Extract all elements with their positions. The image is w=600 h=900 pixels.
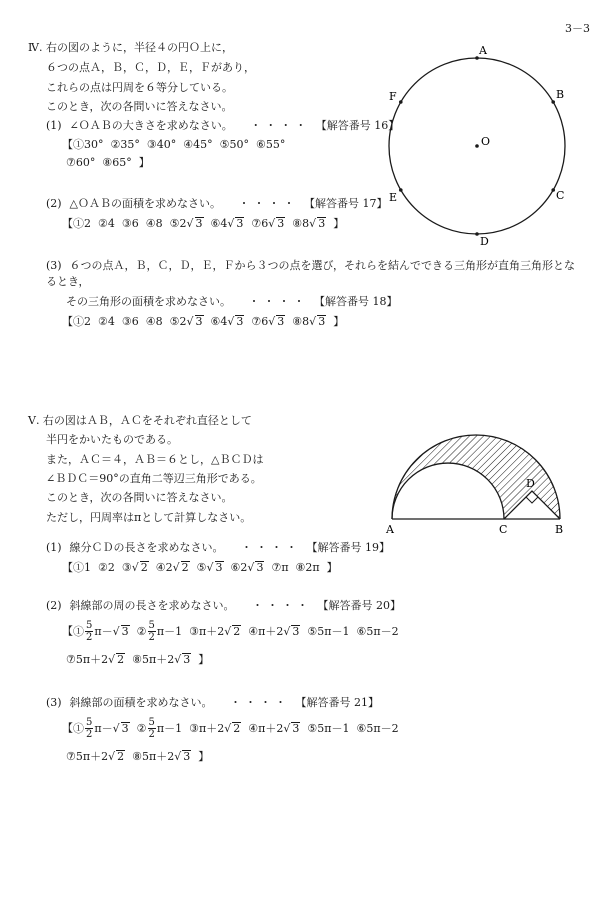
- bracket-open: 【: [62, 561, 73, 574]
- choice-value: 50°: [229, 138, 249, 151]
- choice-value: 2π: [305, 561, 320, 574]
- choice-option: [147, 138, 176, 151]
- choice-option: [146, 217, 163, 230]
- choice-option: [211, 315, 245, 328]
- center-point-o: [475, 144, 479, 148]
- choice-mark: ①: [73, 721, 84, 735]
- choice-value: π－√: [94, 721, 120, 735]
- section-iv-title: Ⅳ. 右の図のように，半径４の円Ｏ上に，: [28, 41, 233, 54]
- choice-value: π－1: [156, 624, 183, 638]
- choice-mark: ⑤: [169, 315, 180, 328]
- choice-value: 6√: [261, 315, 276, 328]
- question-iv-3-line2: [66, 294, 398, 310]
- right-angle-mark: [526, 497, 538, 503]
- choice-mark: ①: [73, 138, 84, 151]
- choice-mark: ⑤: [169, 217, 180, 230]
- label-c: C: [499, 523, 508, 536]
- dots: ・・・・: [230, 696, 290, 709]
- question-text: 斜線部の面積を求めなさい。: [69, 696, 213, 709]
- radicand: 3: [195, 315, 203, 328]
- radicand: 3: [121, 721, 129, 735]
- choice-option: [122, 315, 139, 328]
- choice-option: [296, 561, 320, 574]
- section-v-line: また，ＡＣ＝４，ＡＢ＝６とし，△ＢＣＤは: [46, 453, 264, 466]
- label-d: D: [526, 477, 535, 490]
- choice-value: 40°: [156, 138, 177, 151]
- choice-value: 8√: [302, 217, 317, 230]
- choice-mark: ②: [110, 138, 121, 151]
- answer-number: 【解答番号 17】: [303, 197, 388, 210]
- choice-option: [197, 561, 224, 574]
- choice-value: 5π－1: [317, 624, 350, 638]
- choice-option: [156, 561, 190, 574]
- point-f: [399, 100, 403, 104]
- label-d: D: [480, 235, 489, 248]
- question-text: ６つの点Ａ，Ｂ，Ｃ，Ｄ，Ｅ，Ｆから３つの点を選び，それらを結んでできる三角形が直角三角形となるとき，: [46, 259, 576, 288]
- choices-v-2-row1: [62, 620, 406, 643]
- choice-mark: ⑤: [196, 561, 207, 574]
- radicand: 3: [277, 315, 285, 328]
- choice-option: [183, 138, 212, 151]
- choice-option: [122, 217, 139, 230]
- choice-option: [132, 653, 191, 666]
- radicand: 3: [195, 217, 203, 230]
- choice-option: [98, 561, 115, 574]
- choice-mark: ④: [248, 721, 259, 735]
- radicand: 3: [183, 750, 191, 763]
- section-v-title: Ⅴ. 右の図はＡＢ，ＡＣをそれぞれ直径として: [28, 414, 252, 427]
- choice-mark: ⑤: [307, 624, 318, 638]
- question-number: (3): [46, 259, 62, 272]
- circle-figure: [389, 44, 565, 248]
- radicand: 3: [215, 561, 223, 574]
- section-iv-line: これらの点は円周を６等分している。: [46, 81, 233, 94]
- radicand: 3: [318, 315, 326, 328]
- question-v-1: [46, 540, 390, 556]
- choices-iv-1-row1: [62, 137, 292, 153]
- choice-value: 8: [155, 315, 163, 328]
- label-o: O: [481, 135, 491, 148]
- choice-mark: ②: [98, 217, 108, 230]
- question-v-2: [46, 598, 401, 614]
- choice-option: [251, 217, 285, 230]
- choice-option: [248, 722, 300, 735]
- radicand: 3: [256, 561, 264, 574]
- label-a: A: [479, 44, 487, 57]
- choice-value: 5π＋2√: [75, 653, 116, 666]
- choice-option: [66, 653, 125, 666]
- choice-mark: ⑦: [66, 653, 76, 666]
- point-c: [551, 188, 555, 192]
- choice-value: 4√: [220, 217, 235, 230]
- choice-value: 5π－1: [317, 721, 350, 735]
- choice-option: [146, 315, 163, 328]
- choice-value: π＋2√: [258, 624, 291, 638]
- choices-v-3-row2: [66, 749, 209, 765]
- fraction-numerator: 5: [86, 717, 93, 728]
- choice-value: √: [131, 561, 139, 574]
- choice-value: 2: [84, 315, 91, 328]
- choice-option: [136, 620, 183, 643]
- choice-mark: ⑦: [66, 156, 76, 169]
- choice-mark: ④: [155, 561, 166, 574]
- answer-number: 【解答番号 16】: [315, 119, 400, 132]
- question-iv-3: [46, 258, 576, 290]
- radicand: 2: [233, 721, 241, 735]
- choice-value: 2: [84, 217, 91, 230]
- bracket-open: 【: [62, 624, 73, 638]
- label-a: A: [386, 523, 394, 536]
- fraction-denominator: 2: [148, 632, 155, 643]
- fraction-numerator: 5: [86, 620, 93, 631]
- question-number: (2): [46, 197, 62, 210]
- choice-mark: ③: [189, 624, 199, 638]
- choice-value: π－√: [94, 624, 120, 638]
- choice-value: 5π－2: [366, 721, 399, 735]
- choice-option: [211, 217, 245, 230]
- question-number: (3): [46, 696, 62, 709]
- label-f: F: [389, 90, 397, 103]
- choice-value: √: [206, 561, 214, 574]
- choice-mark: ⑦: [66, 750, 76, 763]
- choice-value: 2√: [179, 315, 194, 328]
- question-text: その三角形の面積を求めなさい。: [66, 295, 231, 308]
- choice-value: 5π＋2√: [75, 750, 116, 763]
- choice-option: [256, 138, 285, 151]
- bracket-close: 】: [138, 156, 150, 169]
- choice-mark: ②: [98, 315, 108, 328]
- choice-option: [102, 156, 131, 169]
- choice-value: 8√: [302, 315, 317, 328]
- section-iv-line: このとき，次の各問いに答えなさい。: [46, 100, 233, 113]
- question-v-3: [46, 695, 379, 711]
- choice-value: π＋2√: [258, 721, 291, 735]
- radicand: 3: [318, 217, 326, 230]
- choice-option: [170, 217, 204, 230]
- choice-value: 5π＋2√: [142, 750, 182, 763]
- question-iv-2: [46, 196, 387, 212]
- choice-mark: ⑧: [132, 750, 142, 763]
- question-text: 斜線部の周の長さを求めなさい。: [69, 599, 235, 612]
- point-b: [551, 100, 555, 104]
- choice-mark: ④: [145, 217, 156, 230]
- choice-mark: ⑦: [251, 315, 262, 328]
- choices-iv-2: [62, 216, 344, 232]
- choice-option: [307, 625, 349, 638]
- dots: ・・・・: [250, 119, 311, 132]
- choice-mark: ③: [121, 217, 132, 230]
- bracket-close: 】: [198, 653, 210, 666]
- choice-mark: ③: [146, 138, 157, 151]
- choice-mark: ①: [73, 561, 84, 574]
- choice-mark: ⑧: [132, 653, 142, 666]
- choice-mark: ①: [73, 217, 84, 230]
- choice-option: [248, 625, 300, 638]
- bracket-open: 【: [62, 315, 73, 328]
- choice-option: [307, 722, 349, 735]
- radicand: 3: [236, 315, 244, 328]
- point-d: [475, 232, 479, 236]
- choices-v-3-row1: [62, 717, 406, 740]
- choice-mark: ⑥: [256, 138, 266, 151]
- choice-value: 5π＋2√: [142, 653, 182, 666]
- choices-v-1: [62, 560, 338, 576]
- choice-option: [136, 717, 183, 740]
- choice-mark: ①: [73, 315, 84, 328]
- choice-mark: ⑧: [102, 156, 113, 169]
- page-number: 3－3: [565, 22, 590, 35]
- choice-mark: ④: [248, 624, 259, 638]
- choice-mark: ①: [73, 624, 84, 638]
- choice-mark: ⑥: [356, 721, 367, 735]
- section-v-line: ただし，円周率はπとして計算しなさい。: [46, 511, 252, 524]
- choice-value: 2√: [165, 561, 180, 574]
- choice-option: [122, 561, 149, 574]
- label-e: E: [389, 191, 398, 204]
- answer-number: 【解答番号 18】: [314, 295, 398, 308]
- choice-option: [98, 217, 115, 230]
- dots: ・・・・: [238, 197, 299, 210]
- choice-option: [66, 750, 125, 763]
- choice-mark: ⑥: [230, 561, 241, 574]
- radicand: 2: [140, 561, 148, 574]
- question-number: (1): [46, 119, 62, 132]
- fraction: [148, 620, 156, 643]
- choice-option: [189, 722, 241, 735]
- choice-mark: ⑥: [210, 217, 221, 230]
- choice-mark: ②: [98, 561, 108, 574]
- choice-option: [73, 561, 91, 574]
- choices-iv-1-row2: [66, 155, 150, 171]
- choice-value: 6: [131, 217, 139, 230]
- choice-value: 35°: [120, 138, 140, 151]
- bracket-open: 【: [62, 217, 73, 230]
- choice-option: [292, 217, 326, 230]
- radicand: 3: [183, 653, 191, 666]
- choice-mark: ⑦: [251, 217, 262, 230]
- bracket-close: 】: [326, 561, 338, 574]
- fraction: [85, 717, 93, 740]
- bracket-open: 【: [62, 138, 73, 151]
- fraction-numerator: 5: [148, 620, 155, 631]
- question-iv-1: [46, 118, 399, 134]
- question-text: 線分ＣＤの長さを求めなさい。: [69, 541, 224, 554]
- fraction: [85, 620, 93, 643]
- radicand: 2: [117, 653, 125, 666]
- choice-option: [231, 561, 265, 574]
- bracket-close: 】: [333, 315, 345, 328]
- radicand: 2: [181, 561, 189, 574]
- label-b: B: [556, 88, 565, 101]
- choice-value: 55°: [265, 138, 286, 151]
- choice-option: [73, 217, 91, 230]
- choice-mark: ②: [136, 721, 147, 735]
- choices-iv-3: [62, 314, 344, 330]
- choice-value: 45°: [193, 138, 213, 151]
- choices-v-2-row2: [66, 652, 209, 668]
- choice-option: [292, 315, 326, 328]
- section-v-line: このとき，次の各問いに答えなさい。: [46, 491, 233, 504]
- choice-value: 60°: [75, 156, 96, 169]
- choice-mark: ②: [136, 624, 147, 638]
- choice-mark: ⑧: [295, 561, 306, 574]
- choice-option: [66, 156, 95, 169]
- choice-option: [132, 750, 191, 763]
- choice-option: [73, 315, 91, 328]
- choice-mark: ③: [189, 721, 199, 735]
- answer-number: 【解答番号 21】: [295, 696, 379, 709]
- choice-value: π－1: [156, 721, 183, 735]
- fraction-numerator: 5: [148, 717, 155, 728]
- choice-value: 4: [107, 217, 115, 230]
- question-number: (2): [46, 599, 62, 612]
- question-text: ∠ＯＡＢの大きさを求めなさい。: [69, 119, 233, 132]
- radicand: 3: [292, 624, 300, 638]
- choice-value: 4: [107, 315, 115, 328]
- choice-value: π: [281, 561, 289, 574]
- radicand: 2: [117, 750, 125, 763]
- choice-mark: ⑥: [210, 315, 221, 328]
- label-c: C: [556, 189, 565, 202]
- choice-value: π＋2√: [198, 721, 232, 735]
- question-number: (1): [46, 541, 62, 554]
- radicand: 2: [233, 624, 241, 638]
- choice-mark: ⑤: [307, 721, 318, 735]
- choice-value: 2: [107, 561, 115, 574]
- choice-option: [111, 138, 140, 151]
- choice-option: [220, 138, 249, 151]
- choice-value: 4√: [220, 315, 235, 328]
- fraction-denominator: 2: [86, 632, 93, 643]
- choice-option: [356, 722, 398, 735]
- dots: ・・・・: [241, 541, 301, 554]
- choice-value: 8: [155, 217, 163, 230]
- label-b: B: [555, 523, 564, 536]
- choice-option: [271, 561, 288, 574]
- dots: ・・・・: [248, 295, 309, 308]
- radicand: 3: [121, 624, 129, 638]
- choice-mark: ⑥: [356, 624, 367, 638]
- radicand: 3: [277, 217, 285, 230]
- choice-mark: ⑦: [271, 561, 282, 574]
- answer-number: 【解答番号 19】: [306, 541, 390, 554]
- bracket-close: 】: [333, 217, 345, 230]
- dots: ・・・・: [252, 599, 312, 612]
- choice-option: [251, 315, 285, 328]
- choice-value: 6√: [261, 217, 276, 230]
- choice-value: π＋2√: [198, 624, 232, 638]
- fraction-denominator: 2: [148, 729, 155, 740]
- bracket-open: 【: [62, 721, 73, 735]
- radicand: 3: [236, 217, 244, 230]
- choice-value: 2√: [179, 217, 194, 230]
- choice-option: [98, 315, 115, 328]
- choice-mark: ③: [121, 315, 132, 328]
- choice-mark: ③: [121, 561, 132, 574]
- section-v-line: ∠ＢＤＣ＝90°の直角二等辺三角形である。: [46, 472, 262, 485]
- question-text: △ＯＡＢの面積を求めなさい。: [69, 197, 221, 210]
- choice-mark: ⑧: [292, 217, 303, 230]
- choice-option: [189, 625, 241, 638]
- choice-option: [73, 138, 104, 151]
- choice-value: 65°: [112, 156, 132, 169]
- choice-mark: ④: [183, 138, 194, 151]
- choice-value: 1: [84, 561, 91, 574]
- choice-mark: ④: [145, 315, 156, 328]
- fraction-denominator: 2: [86, 729, 93, 740]
- point-e: [399, 188, 403, 192]
- fraction: [148, 717, 156, 740]
- choice-value: 6: [131, 315, 139, 328]
- choice-value: 5π－2: [366, 624, 399, 638]
- bracket-close: 】: [198, 750, 210, 763]
- choice-mark: ⑧: [292, 315, 303, 328]
- answer-number: 【解答番号 20】: [317, 599, 401, 612]
- choice-option: [356, 625, 398, 638]
- section-iv-line: ６つの点Ａ，Ｂ，Ｃ，Ｄ，Ｅ，Ｆがあり，: [46, 61, 255, 74]
- choice-value: 2√: [240, 561, 255, 574]
- choice-mark: ⑤: [219, 138, 230, 151]
- choice-value: 30°: [84, 138, 104, 151]
- choice-option: [73, 717, 130, 740]
- section-v-line: 半円をかいたものである。: [46, 433, 178, 446]
- semicircle-figure: [385, 435, 563, 536]
- choice-option: [73, 620, 130, 643]
- radicand: 3: [292, 721, 300, 735]
- choice-option: [170, 315, 204, 328]
